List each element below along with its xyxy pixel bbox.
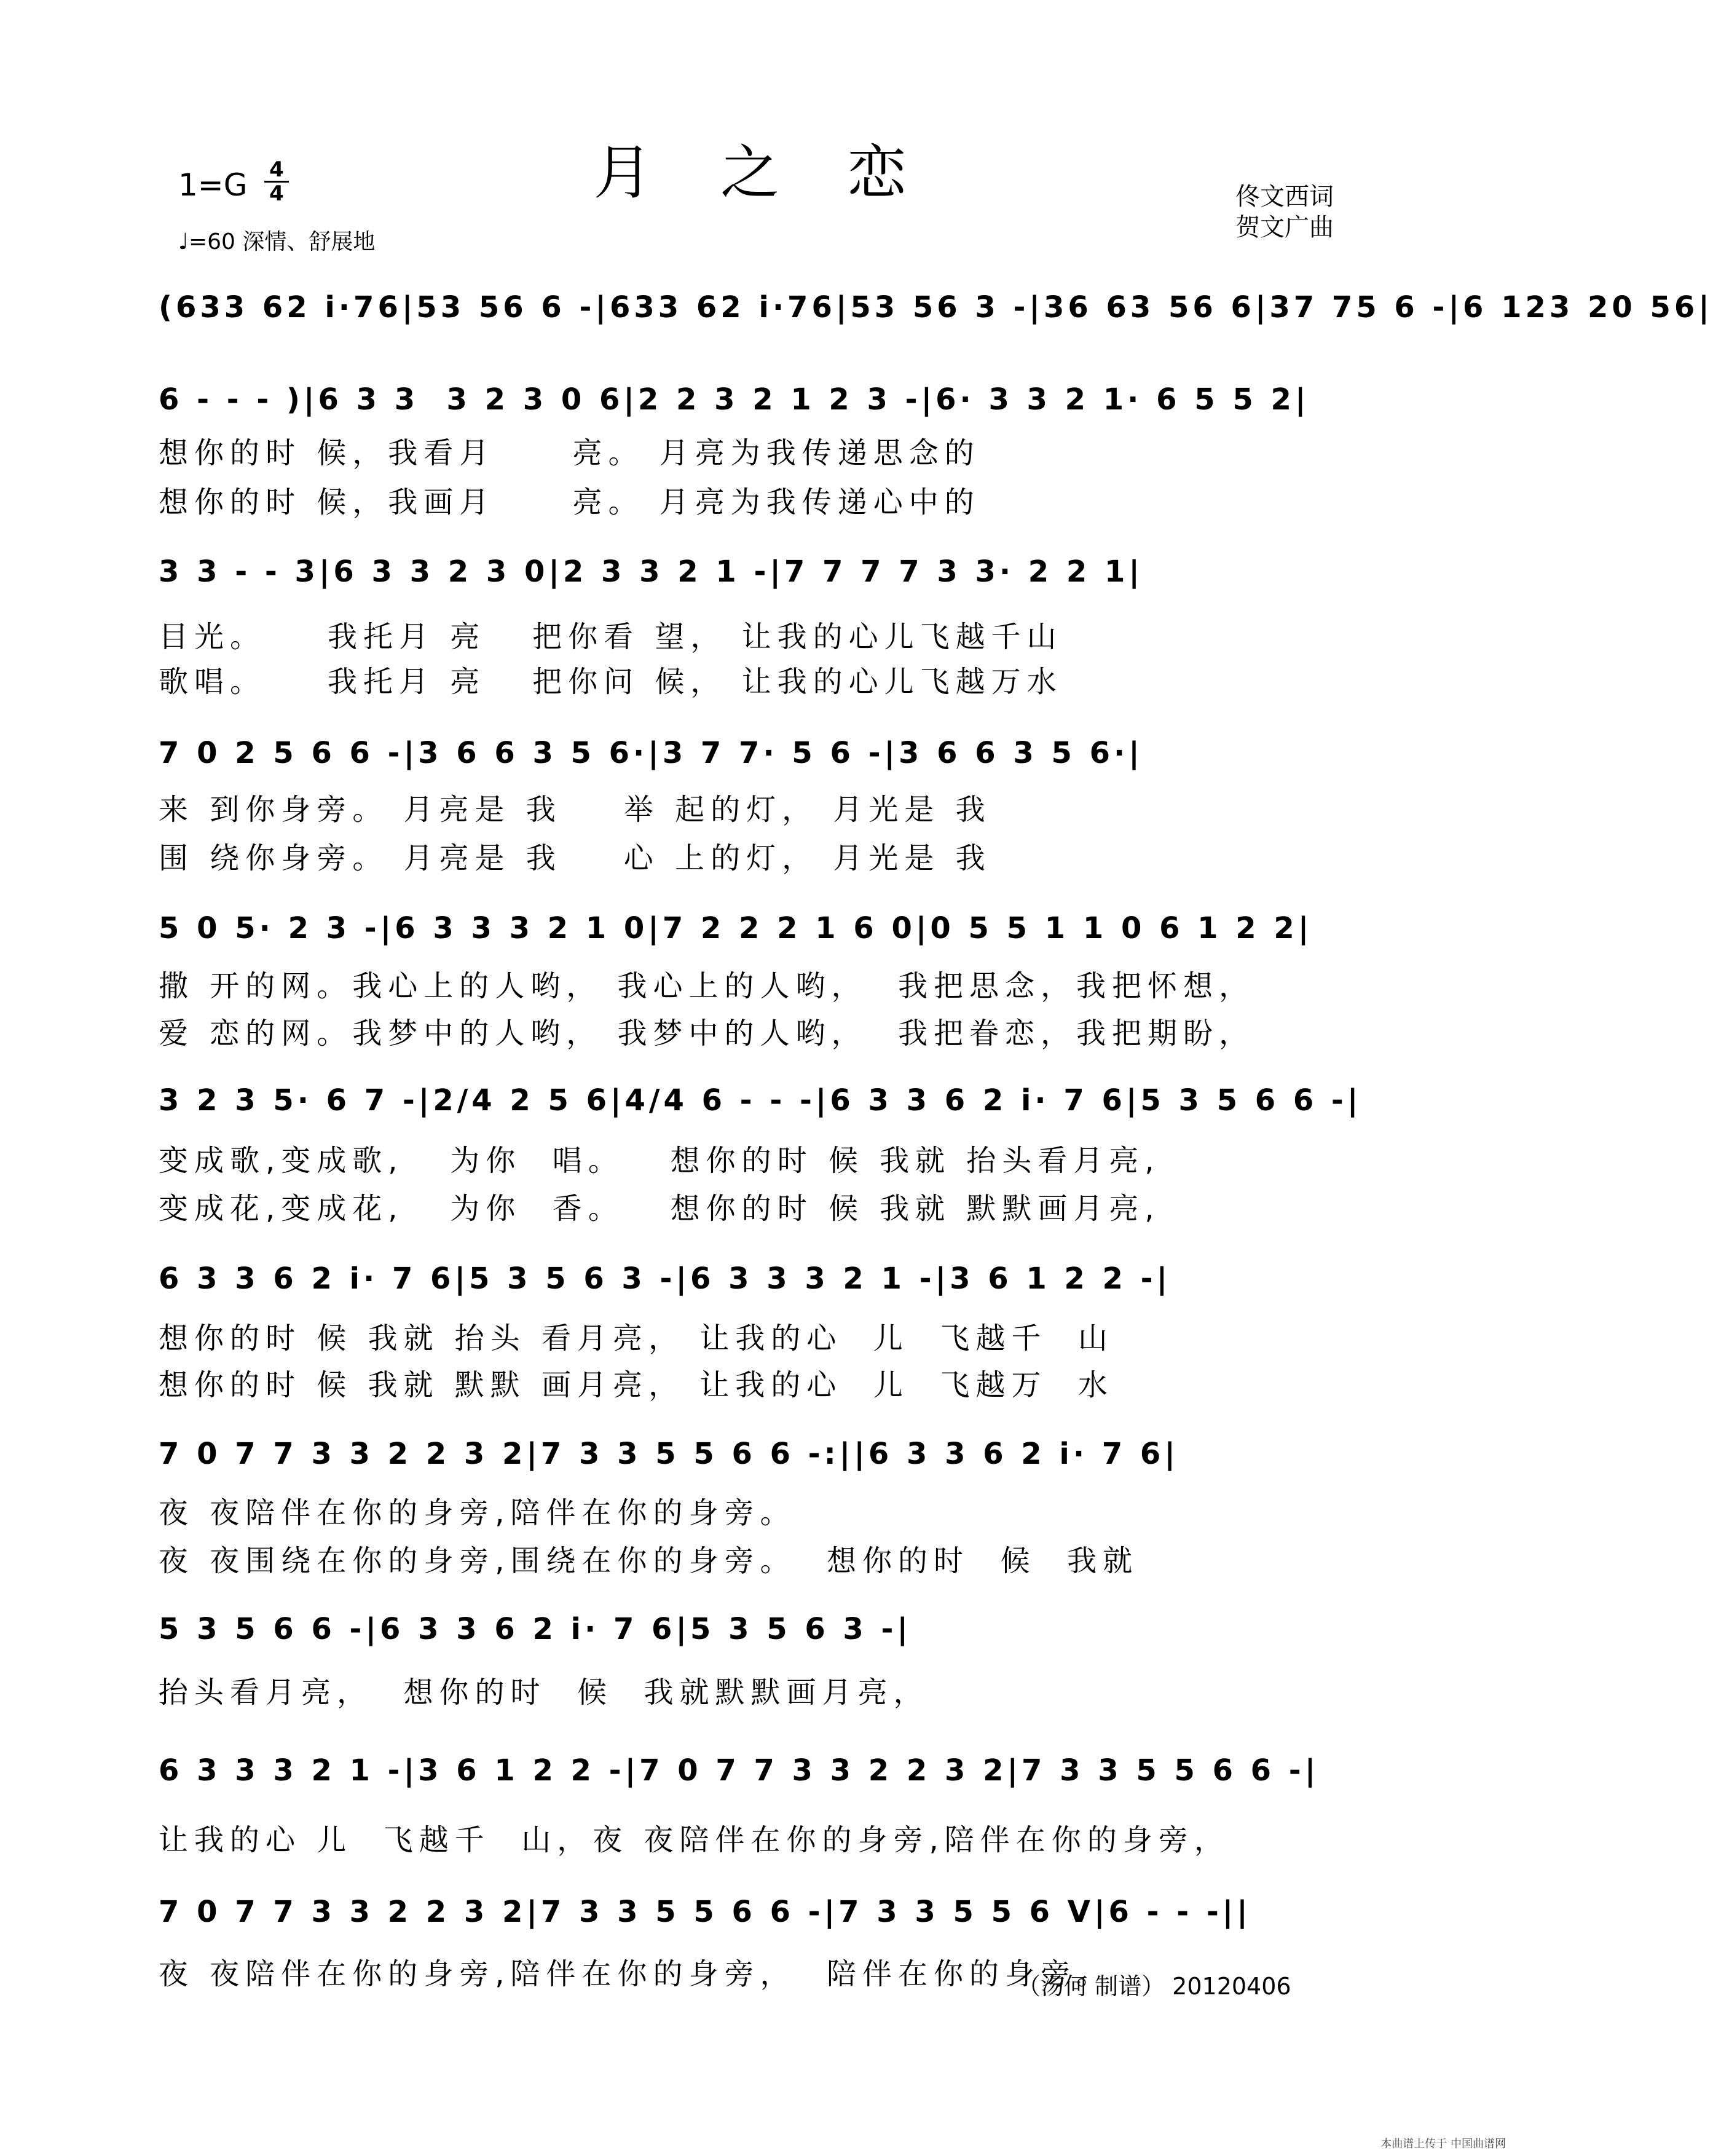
key-signature: 1=G: [178, 167, 248, 203]
lyric-verse-1: 抬头看月亮， 想你的时 候 我就默默画月亮，: [159, 1675, 929, 1710]
notes-line: (633 62 i·76|53 56 6 -|633 62 i·76|53 56 3 -|36 63 56 6|37 75 6 -|6 123 20 56|: [159, 290, 1713, 325]
lyricist: 佟文西词: [1235, 183, 1334, 211]
system-7: [159, 1254, 1382, 1316]
lyric-verse-1: 让我的心 儿 飞越千 山，夜 夜陪伴在你的身旁,陪伴在你的身旁，: [159, 1823, 1230, 1857]
lyric-verse-2: 夜 夜围绕在你的身旁,围绕在你的身旁。 想你的时 候 我就: [159, 1544, 1139, 1578]
notes-line: 6 3 3 3 2 1 -|3 6 1 2 2 -|7 0 7 7 3 3 2 2 3 2|7 3 3 5 5 6 6 -|: [159, 1753, 1320, 1788]
system-2: [159, 375, 1382, 436]
tempo-marking: ♩=60 深情、舒展地: [178, 229, 376, 255]
lyric-verse-1: 变成歌,变成歌, 为你 唱。 想你的时 候 我就 抬头看月亮,: [159, 1143, 1160, 1178]
notes-line: 6 - - - )|6 3 3 3 2 3 0 6|2 2 3 2 1 2 3 -|6· 3 3 2 1· 6 5 5 2|: [159, 382, 1310, 417]
lyric-verse-2: 歌唱。 我托月 亮 把你问 候， 让我的心儿飞越万水: [159, 665, 1063, 699]
notes-line: 5 0 5· 2 3 -|6 3 3 3 2 1 0|7 2 2 2 1 6 0|0 5 5 1 1 0 6 1 2 2|: [159, 911, 1313, 946]
watermark: 本曲谱上传于 中国曲谱网: [1380, 2138, 1506, 2150]
system-6: [159, 1076, 1382, 1137]
lyric-verse-2: 围 绕你身旁。 月亮是 我 心 上的灯， 月光是 我: [159, 841, 991, 875]
system-8: [159, 1429, 1382, 1491]
notes-line: 7 0 2 5 6 6 -|3 6 6 3 5 6·|3 7 7· 5 6 -|3 6 6 3 5 6·|: [159, 736, 1143, 770]
time-bottom: 4: [264, 181, 289, 205]
system-3: [159, 547, 1382, 609]
credits: [1235, 181, 1334, 243]
lyric-verse-2: 爱 恋的网。我梦中的人哟， 我梦中的人哟， 我把眷恋，我把期盼，: [159, 1016, 1255, 1051]
lyric-verse-1: 夜 夜陪伴在你的身旁,陪伴在你的身旁。: [159, 1496, 796, 1530]
lyric-verse-1: 撒 开的网。我心上的人哟， 我心上的人哟， 我把思念，我把怀想，: [159, 969, 1255, 1003]
song-title: 月 之 恋: [593, 138, 931, 207]
notes-line: 7 0 7 7 3 3 2 2 3 2|7 3 3 5 5 6 6 -|7 3 3 5 5 6 V|6 - - -||: [159, 1895, 1251, 1929]
notes-line: 6 3 3 6 2 i· 7 6|5 3 5 6 3 -|6 3 3 3 2 1 -|3 6 1 2 2 -|: [159, 1262, 1172, 1296]
lyric-verse-2: 想你的时 候 我就 默默 画月亮， 让我的心 儿 飞越万 水: [159, 1368, 1114, 1402]
notes-line: 7 0 7 7 3 3 2 2 3 2|7 3 3 5 5 6 6 -:||6 3 3 6 2 i· 7 6|: [159, 1437, 1179, 1471]
notes-line: 3 3 - - 3|6 3 3 2 3 0|2 3 3 2 1 -|7 7 7 7 3 3· 2 2 1|: [159, 555, 1143, 589]
system-4: [159, 729, 1382, 790]
lyric-verse-1: 想你的时 候，我看月 亮。 月亮为我传递思念的: [159, 436, 980, 470]
lyric-verse-1: 夜 夜陪伴在你的身旁,陪伴在你的身旁， 陪伴在你的身旁。: [159, 1957, 1112, 1991]
system-1: [159, 283, 1713, 344]
lyric-verse-2: 变成花,变成花, 为你 香。 想你的时 候 我就 默默画月亮,: [159, 1191, 1160, 1226]
notes-line: 5 3 5 6 6 -|6 3 3 6 2 i· 7 6|5 3 5 6 3 -|: [159, 1612, 912, 1646]
time-top: 4: [269, 157, 284, 182]
lyric-verse-1: 来 到你身旁。 月亮是 我 举 起的灯， 月光是 我: [159, 792, 991, 827]
notes-line: 3 2 3 5· 6 7 -|2/4 2 5 6|4/4 6 - - -|6 3 3 6 2 i· 7 6|5 3 5 6 6 -|: [159, 1083, 1362, 1118]
system-5: [159, 904, 1382, 965]
lyric-verse-2: 想你的时 候，我画月 亮。 月亮为我传递心中的: [159, 485, 980, 519]
composer: 贺文广曲: [1235, 213, 1334, 242]
system-9: [159, 1605, 1382, 1666]
transcriber-credit: （汤何 制谱） 20120406: [1017, 1973, 1291, 2000]
system-11: [159, 1887, 1382, 1949]
lyric-verse-1: 目光。 我托月 亮 把你看 望， 让我的心儿飞越千山: [159, 620, 1063, 654]
system-10: [159, 1746, 1382, 1807]
lyric-verse-1: 想你的时 候 我就 抬头 看月亮， 让我的心 儿 飞越千 山: [159, 1321, 1114, 1356]
